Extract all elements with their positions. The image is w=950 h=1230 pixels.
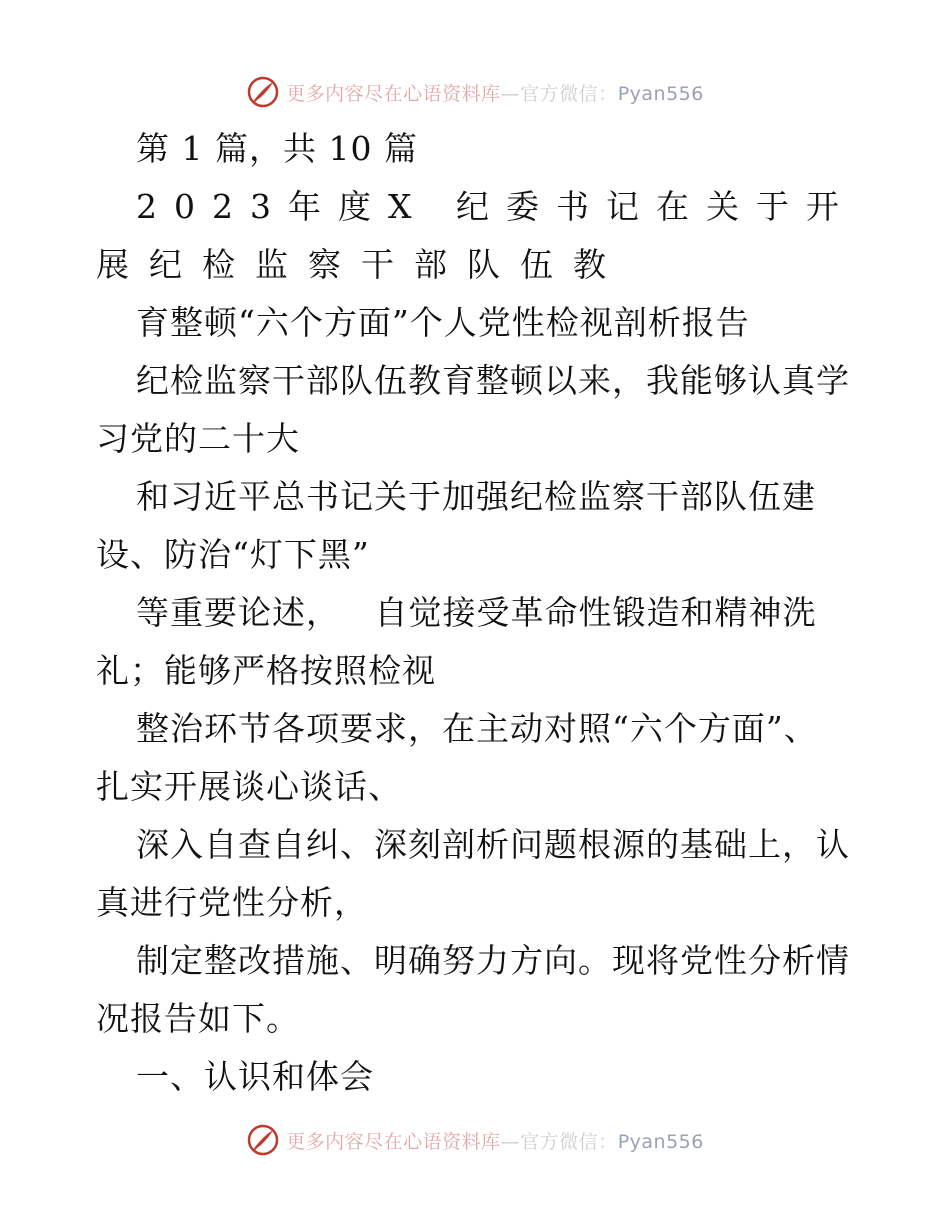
paragraph-line: 礼；能够严格按照检视 [96,651,436,690]
watermark-brand: Pyan556 [617,1130,704,1153]
watermark-separator: — [500,1130,521,1153]
watermark-text [286,1127,704,1154]
paragraph-line: 整治环节各项要求，在主动对照“六个方面”、 [136,709,818,748]
watermark-main: 更多内容尽在心语资料库 [286,82,501,105]
paragraph-line: 深入自查自纠、深刻剖析问题根源的基础上，认 [136,825,850,864]
watermark-contact: 官方微信： [520,1130,618,1153]
feather-logo-icon [246,75,280,109]
title-line-1: 2023年度X 纪委书记在关于开 [136,187,856,226]
watermark-main: 更多内容尽在心语资料库 [286,1130,501,1153]
feather-logo-icon [246,1123,280,1157]
watermark-text [286,79,704,106]
paragraph-line: 扎实开展谈心谈话、 [96,767,402,806]
header-watermark [0,72,950,112]
document-body [96,120,866,1106]
section-heading: 一、认识和体会 [136,1057,374,1096]
title-line-3: 育整顿“六个方面”个人党性检视剖析报告 [136,303,750,342]
paragraph-line: 纪检监察干部队伍教育整顿以来，我能够认真学 [136,361,850,400]
paragraph-line: 设、防治“灯下黑” [96,535,370,574]
paragraph-line: 制定整改措施、明确努力方向。现将党性分析情 [136,941,850,980]
paragraph-line: 和习近平总书记关于加强纪检监察干部队伍建 [136,477,816,516]
paragraph-line: 况报告如下。 [96,999,300,1038]
watermark-contact: 官方微信： [520,82,618,105]
paragraph-line: 等重要论述， 自觉接受革命性锻造和精神洗 [136,593,817,632]
paragraph-line: 真进行党性分析， [96,883,368,922]
title-line-2: 展纪检监察干部队伍教 [96,245,626,284]
page-counter: 第 1 篇，共 10 篇 [136,129,418,168]
watermark-brand: Pyan556 [617,82,704,105]
watermark-separator: — [500,82,521,105]
footer-watermark [0,1120,950,1160]
paragraph-line: 习党的二十大 [96,419,300,458]
